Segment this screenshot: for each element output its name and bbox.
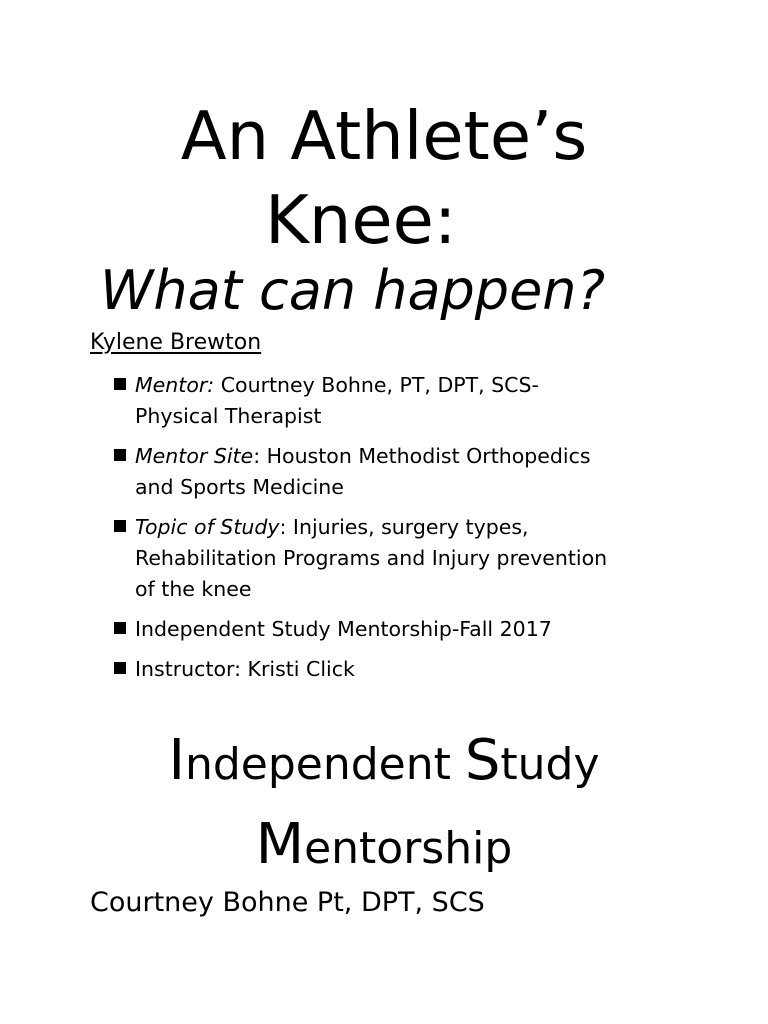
title-line-1: An Athlete’s xyxy=(180,97,588,175)
bullet-value: Instructor: Kristi Click xyxy=(135,657,355,681)
bullet-text xyxy=(135,441,674,503)
section-heading-line-1 xyxy=(0,728,768,798)
bullet-label: Mentor Site xyxy=(135,444,254,468)
bullet-item-mentor xyxy=(114,370,674,432)
mentor-credit: Courtney Bohne Pt, DPT, SCS xyxy=(90,887,485,918)
square-bullet-icon xyxy=(114,449,126,461)
bullet-text xyxy=(135,614,674,645)
title-line-2: Knee: xyxy=(265,181,457,259)
bullet-value: : Houston Methodist Orthopedics and Sports Medicine xyxy=(135,444,591,499)
heading-capital: I xyxy=(168,728,185,793)
square-bullet-icon xyxy=(114,520,126,532)
bullet-item-mentor-site xyxy=(114,441,674,503)
bullet-text xyxy=(135,370,674,432)
bullet-value: Independent Study Mentorship-Fall 2017 xyxy=(135,617,552,641)
author-name: Kylene Brewton xyxy=(90,330,262,355)
bullet-label: Mentor: xyxy=(135,373,215,397)
section-heading-line-2 xyxy=(0,812,768,882)
heading-text: tudy xyxy=(500,739,600,790)
info-bullet-list xyxy=(114,370,674,694)
square-bullet-icon xyxy=(114,622,126,634)
square-bullet-icon xyxy=(114,378,126,390)
heading-text: ndependent xyxy=(184,739,465,790)
bullet-item-topic xyxy=(114,512,674,605)
subtitle: What can happen? xyxy=(100,259,606,322)
bullet-label: Topic of Study xyxy=(135,515,280,539)
bullet-value: Courtney Bohne, PT, DPT, SCS- Physical Therapist xyxy=(135,373,539,428)
bullet-item-program xyxy=(114,614,674,645)
heading-capital: S xyxy=(464,728,501,793)
square-bullet-icon xyxy=(114,662,126,674)
heading-capital: M xyxy=(255,812,305,877)
bullet-text xyxy=(135,512,674,605)
heading-text: entorship xyxy=(304,823,513,874)
bullet-text xyxy=(135,654,674,685)
bullet-value: : Injuries, surgery types, Rehabilitation Programs and Injury prevention of the knee xyxy=(135,515,608,601)
bullet-item-instructor xyxy=(114,654,674,685)
